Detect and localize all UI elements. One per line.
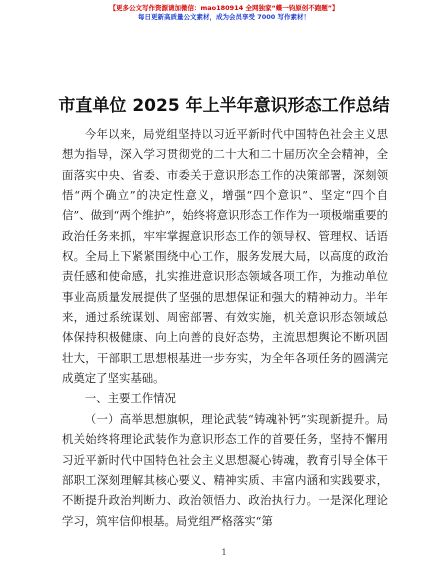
document-title: 市直单位 2025 年上半年意识形态工作总结 — [58, 96, 390, 116]
intro-paragraph: 今年以来，局党组坚持以习近平新时代中国特色社会主义思想为指导，深入学习贯彻党的二十大和二十届历次全会精神，全面落实中央、省委、市委关于意识形态工作的决策部署，深刻领悟“两个确立”的决定性意义，增强“四个意识”、坚定“四个自信”、做到“两个维护”，始终将意识形态工作作为一项极端重要的政治任务来抓，牢牢掌握意识形态工作的领导权、管理权、话语权。全局上下紧紧围绕中心工作，服务发展大局，以高度的政治责任感和使命感，扎实推进意识形态领域各项工作，为推动单位事业高质量发展提供了坚强的思想保证和强大的精神动力。半年来，通过系统谋划、周密部署、有效实施，机关意识形态领域总体保持积极健康、向上向善的良好态势，主流思想舆论不断巩固壮大，干部职工思想根基进一步夯实，为全年各项任务的圆满完成奠定了坚实基础。 — [62, 127, 388, 386]
promo-banner — [0, 4, 448, 22]
promo-line-1: 【更多公文写作资源请加微信：mao180914 全网独家“蝶一钧原创不跑题”】 — [109, 4, 339, 12]
promo-line-2: 每日更新高质量公文素材，成为会员享受 7000 写作素材！ — [137, 13, 311, 21]
section-heading: 一、主要工作情况 — [84, 391, 176, 406]
page-number: 1 — [221, 548, 227, 557]
document-body — [62, 124, 388, 531]
subsection-paragraph: （一）高举思想旗帜，理论武装“铸魂补钙”实现新提升。局机关始终将理论武装作为意识形态工作的首要任务，坚持不懈用习近平新时代中国特色社会主义思想凝心铸魂，教育引导全体干部职工深刻理解其核心要义、精神实质、丰富内涵和实践要求，不断提升政治判断力、政治领悟力、政治执行力。一是深化理论学习，筑牢信仰根基。局党组严格落实“第 — [62, 411, 388, 528]
